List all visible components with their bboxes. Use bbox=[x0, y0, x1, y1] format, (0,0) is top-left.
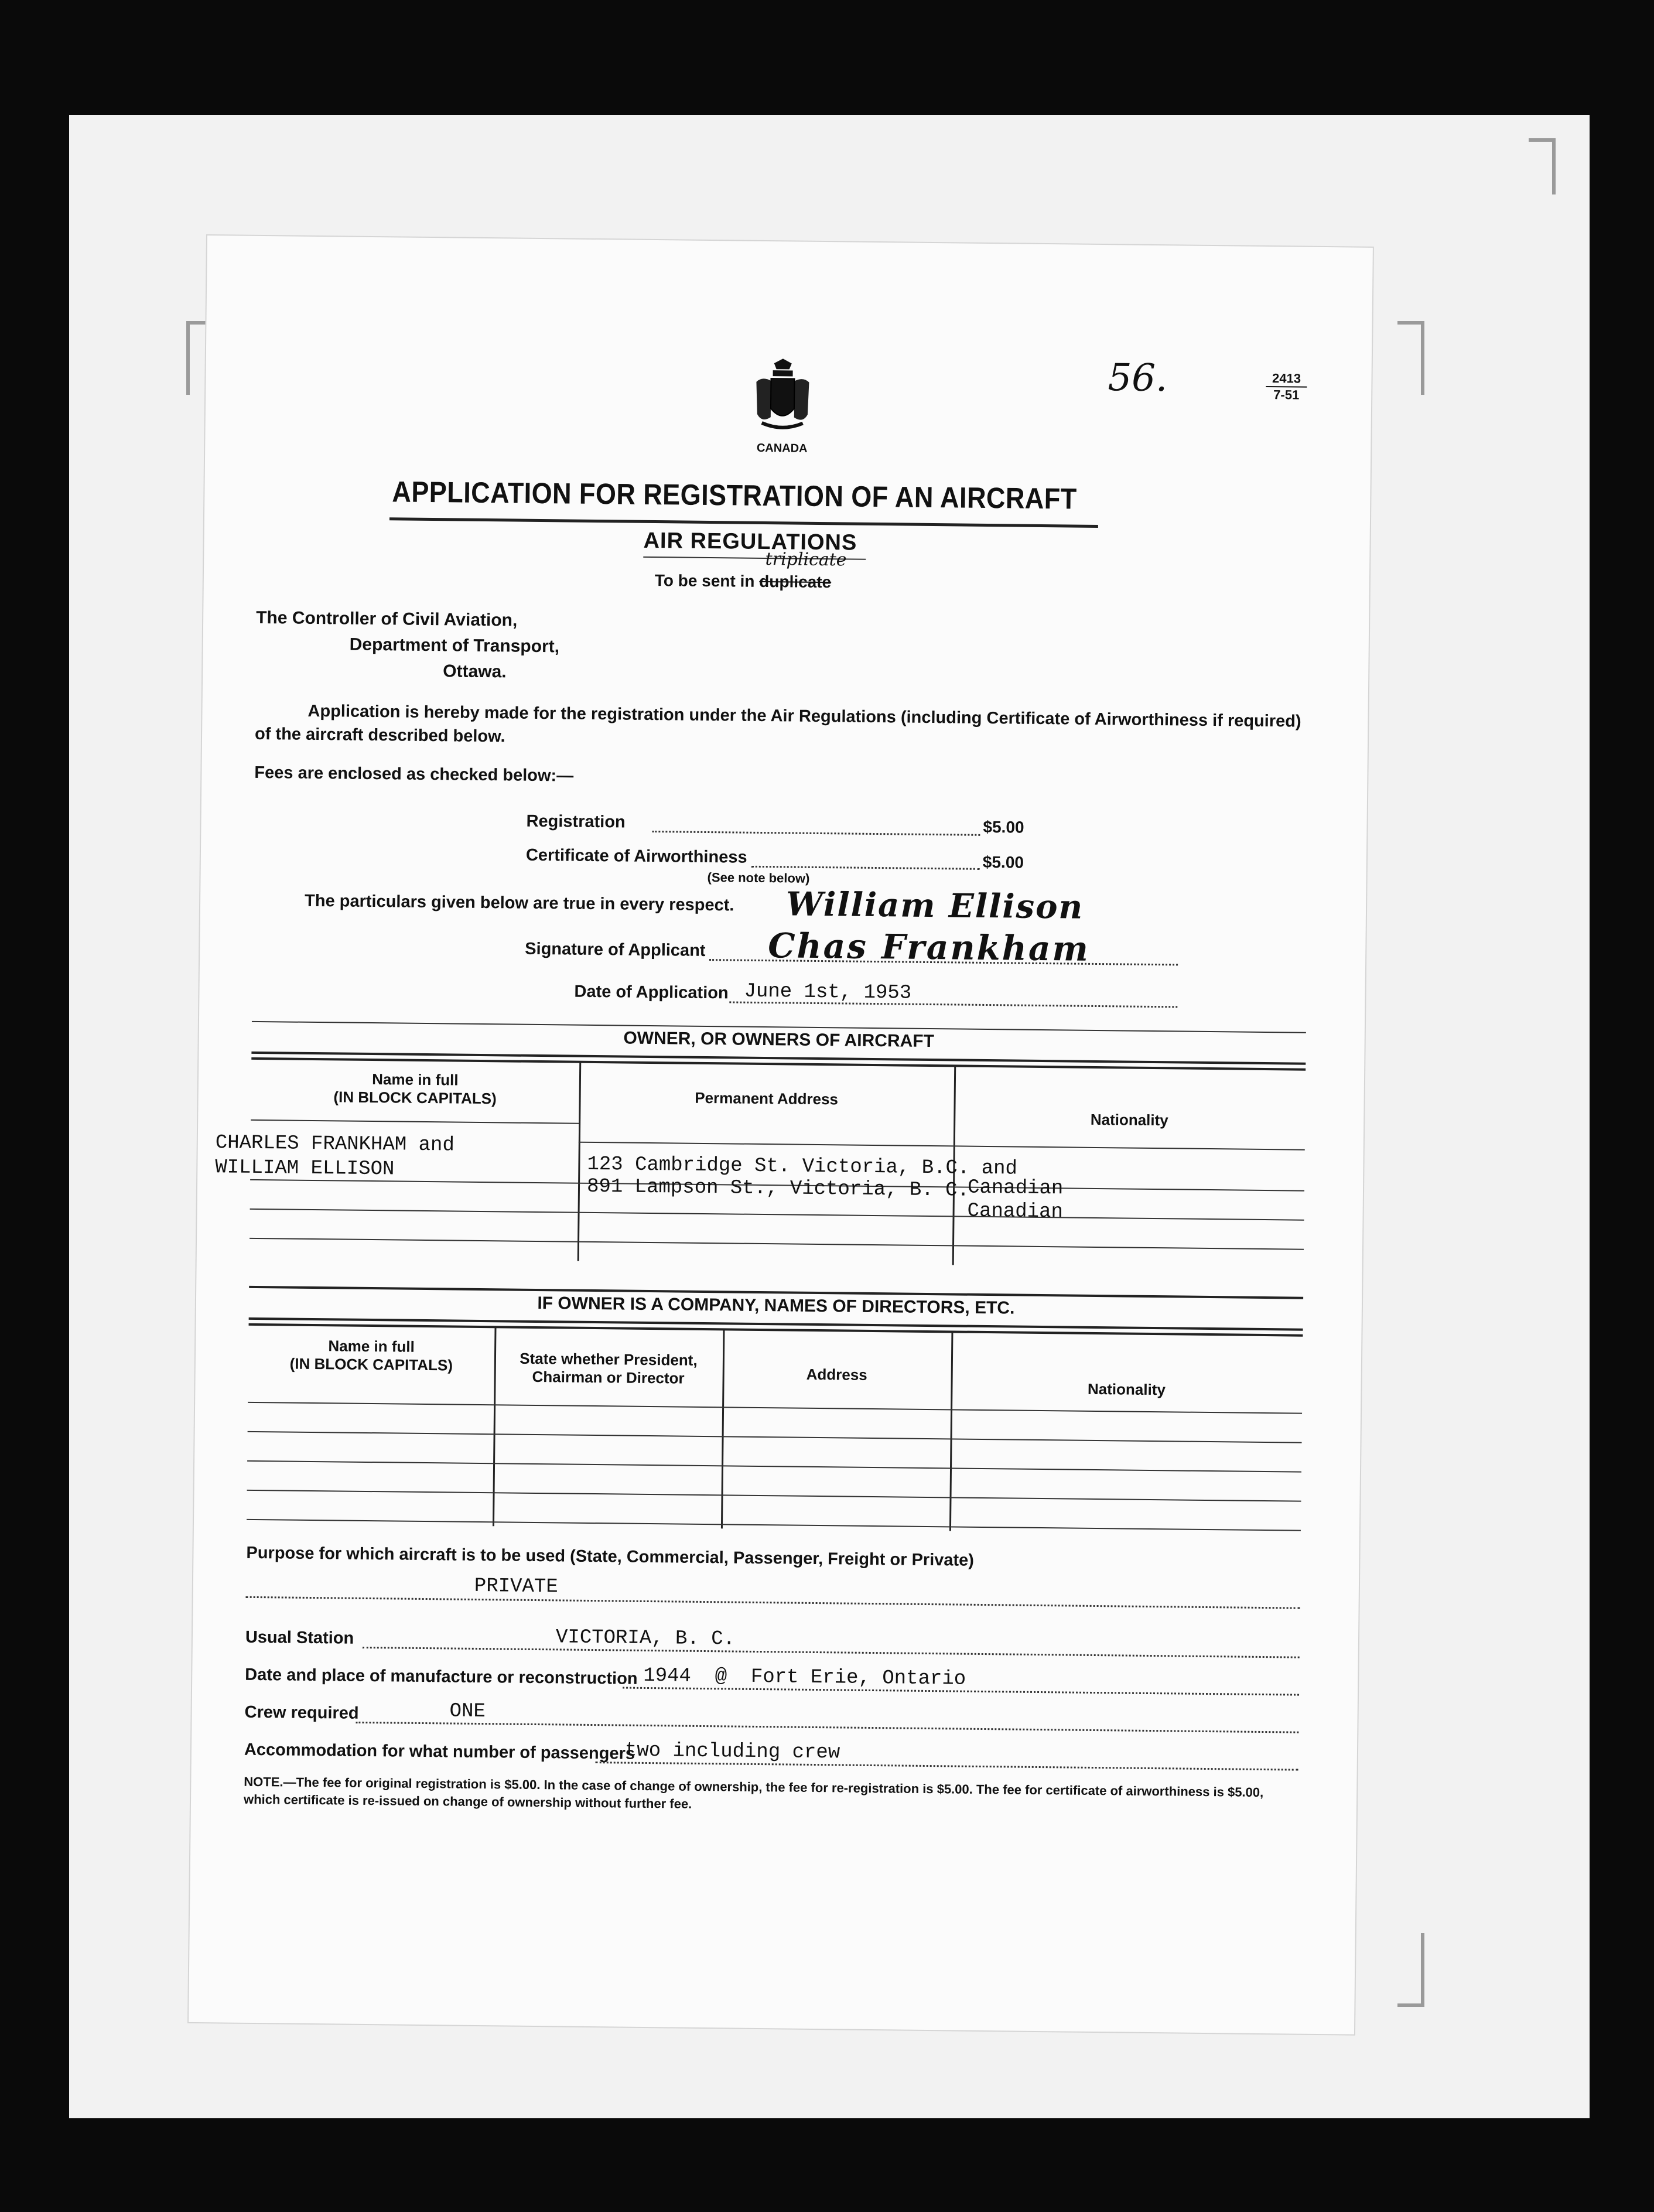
directors-heading: IF OWNER IS A COMPANY, NAMES OF DIRECTORS, ETC. bbox=[537, 1293, 1015, 1318]
sent-in-line: To be sent in duplicate triplicate bbox=[654, 549, 847, 592]
crew-label: Crew required bbox=[244, 1702, 359, 1723]
addressee: The Controller of Civil Aviation, Department of Transport, Ottawa. bbox=[255, 607, 560, 682]
title-underline bbox=[389, 517, 1098, 528]
manufacture-value: 1944 @ Fort Erie, Ontario bbox=[643, 1664, 966, 1691]
station-value: VICTORIA, B. C. bbox=[555, 1626, 736, 1651]
directors-col-role: State whether President, Chairman or Director bbox=[520, 1349, 698, 1387]
fees-intro: Fees are enclosed as checked below:— bbox=[254, 763, 574, 786]
registration-label: Registration bbox=[526, 811, 626, 832]
date-label: Date of Application bbox=[574, 982, 729, 1003]
subtitle: AIR REGULATIONS bbox=[643, 528, 857, 555]
directors-col-nationality: Nationality bbox=[1087, 1380, 1166, 1399]
airworthiness-label: Certificate of Airworthiness bbox=[525, 845, 747, 867]
application-form bbox=[189, 235, 1373, 2035]
accommodation-value: two including crew bbox=[624, 1739, 840, 1764]
registration-fee: $5.00 bbox=[983, 817, 1024, 837]
particulars-statement: The particulars given below are true in every respect. bbox=[304, 891, 734, 915]
manufacture-label: Date and place of manufacture or reconstruction bbox=[245, 1665, 638, 1688]
signature-label: Signature of Applicant bbox=[525, 939, 706, 960]
see-note: (See note below) bbox=[707, 869, 810, 886]
owner-names: CHARLES FRANKHAM and WILLIAM ELLISON bbox=[215, 1132, 455, 1181]
application-paragraph: Application is hereby made for the registration under the Air Regulations (including Certificate of Airworthiness if required) of the aircraft described below. bbox=[254, 701, 1301, 746]
crop-mark bbox=[1397, 1933, 1424, 2007]
stamp-number: 56. bbox=[1108, 356, 1168, 401]
owners-col-address: Permanent Address bbox=[695, 1088, 839, 1108]
crop-mark bbox=[1529, 138, 1556, 194]
owner-addresses: 123 Cambridge St. Victoria, B.C. and 891 Lampson St., Victoria, B. C. bbox=[586, 1153, 1018, 1202]
purpose-label: Purpose for which aircraft is to be used (State, Commercial, Passenger, Freight or Private) bbox=[246, 1543, 975, 1570]
country-label: CANADA bbox=[756, 441, 808, 455]
date-value: June 1st, 1953 bbox=[744, 980, 912, 1005]
crew-value: ONE bbox=[449, 1700, 486, 1723]
signature-frankham: Chas Frankham bbox=[768, 926, 1091, 969]
signature-ellison: William Ellison bbox=[785, 885, 1084, 927]
form-number: 2413 7-51 bbox=[1266, 371, 1307, 403]
owners-heading: OWNER, OR OWNERS OF AIRCRAFT bbox=[623, 1028, 935, 1052]
owner-nationalities: Canadian Canadian bbox=[967, 1176, 1064, 1224]
station-label: Usual Station bbox=[245, 1627, 354, 1648]
fee-note: NOTE.—The fee for original registration is $5.00. In the case of change of ownership, the fee for re-registration is $5.00. The fee for certificate of airworthiness is $5.00, which certificate is re-issued on change of ownership without further fee. bbox=[243, 1774, 1264, 1811]
owners-col-nationality: Nationality bbox=[1090, 1110, 1168, 1129]
purpose-value: PRIVATE bbox=[474, 1575, 558, 1599]
airworthiness-fee: $5.00 bbox=[982, 852, 1024, 872]
accommodation-label: Accommodation for what number of passengers bbox=[244, 1740, 635, 1763]
directors-col-address: Address bbox=[806, 1365, 867, 1384]
coat-of-arms-icon bbox=[750, 359, 815, 441]
crop-mark bbox=[1397, 321, 1424, 395]
page-title: APPLICATION FOR REGISTRATION OF AN AIRCRAFT bbox=[392, 475, 1077, 516]
directors-col-name: Name in full (IN BLOCK CAPITALS) bbox=[289, 1337, 453, 1374]
owners-col-name: Name in full (IN BLOCK CAPITALS) bbox=[333, 1070, 497, 1108]
handwritten-triplicate: triplicate bbox=[765, 549, 847, 571]
